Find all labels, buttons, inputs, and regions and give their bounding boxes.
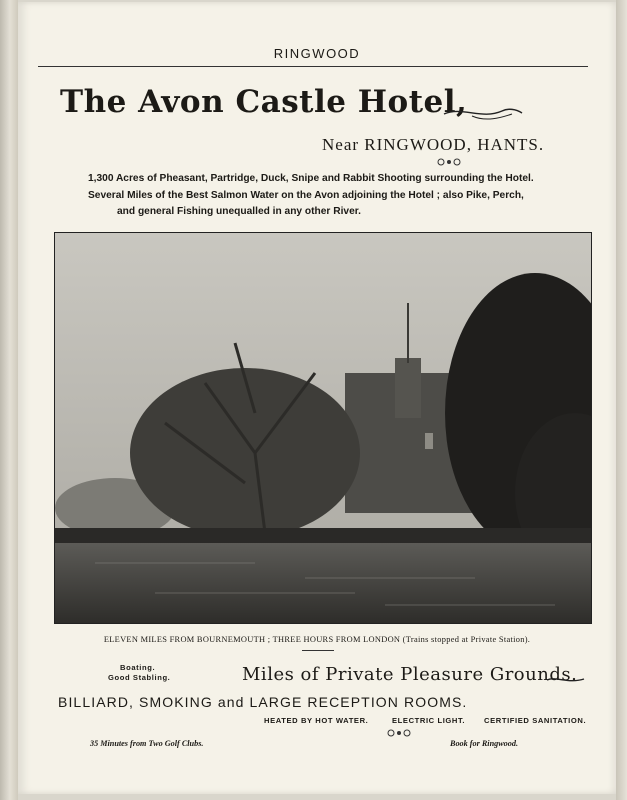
- advertisement-page: [18, 2, 616, 794]
- hotel-location: Near RINGWOOD, HANTS.: [322, 135, 545, 154]
- divider-ornament-bottom: [386, 728, 412, 738]
- castle-photo-illustration: [55, 233, 591, 623]
- golf-clubs-text: 35 Minutes from Two Golf Clubs.: [90, 739, 204, 748]
- flourish-ornament: [442, 102, 524, 124]
- pleasure-grounds-text: Miles of Private Pleasure Grounds.: [242, 664, 578, 685]
- header-rule: [38, 66, 588, 67]
- photo-caption: ELEVEN MILES FROM BOURNEMOUTH ; THREE HOURS FROM LONDON (Trains stopped at Private Station).: [103, 635, 531, 644]
- intro-line-3: and general Fishing unequalled in any other River.: [117, 206, 361, 217]
- sanitation-text: CERTIFIED SANITATION.: [484, 716, 587, 725]
- book-binding: [0, 0, 18, 800]
- running-header: RINGWOOD: [273, 46, 361, 61]
- caption-rule: [302, 650, 334, 651]
- intro-line-2: Several Miles of the Best Salmon Water on the Avon adjoining the Hotel ; also Pike, Perch,: [88, 190, 524, 201]
- divider-ornament: [436, 157, 462, 167]
- heated-text: HEATED BY HOT WATER.: [264, 716, 369, 725]
- hotel-title: The Avon Castle Hotel,: [60, 84, 468, 120]
- page-edge: [616, 0, 627, 800]
- stabling-text: Good Stabling.: [108, 673, 171, 682]
- intro-line-1: 1,300 Acres of Pheasant, Partridge, Duck, Snipe and Rabbit Shooting surrounding the Hotel.: [88, 173, 534, 184]
- boating-text: Boating.: [120, 663, 156, 672]
- electric-light-text: ELECTRIC LIGHT.: [392, 716, 466, 725]
- rooms-text: BILLIARD, SMOKING and LARGE RECEPTION ROOMS.: [58, 694, 468, 710]
- castle-photograph: [54, 232, 592, 624]
- flourish-ornament-small: [546, 674, 586, 686]
- booking-text: Book for Ringwood.: [450, 739, 519, 748]
